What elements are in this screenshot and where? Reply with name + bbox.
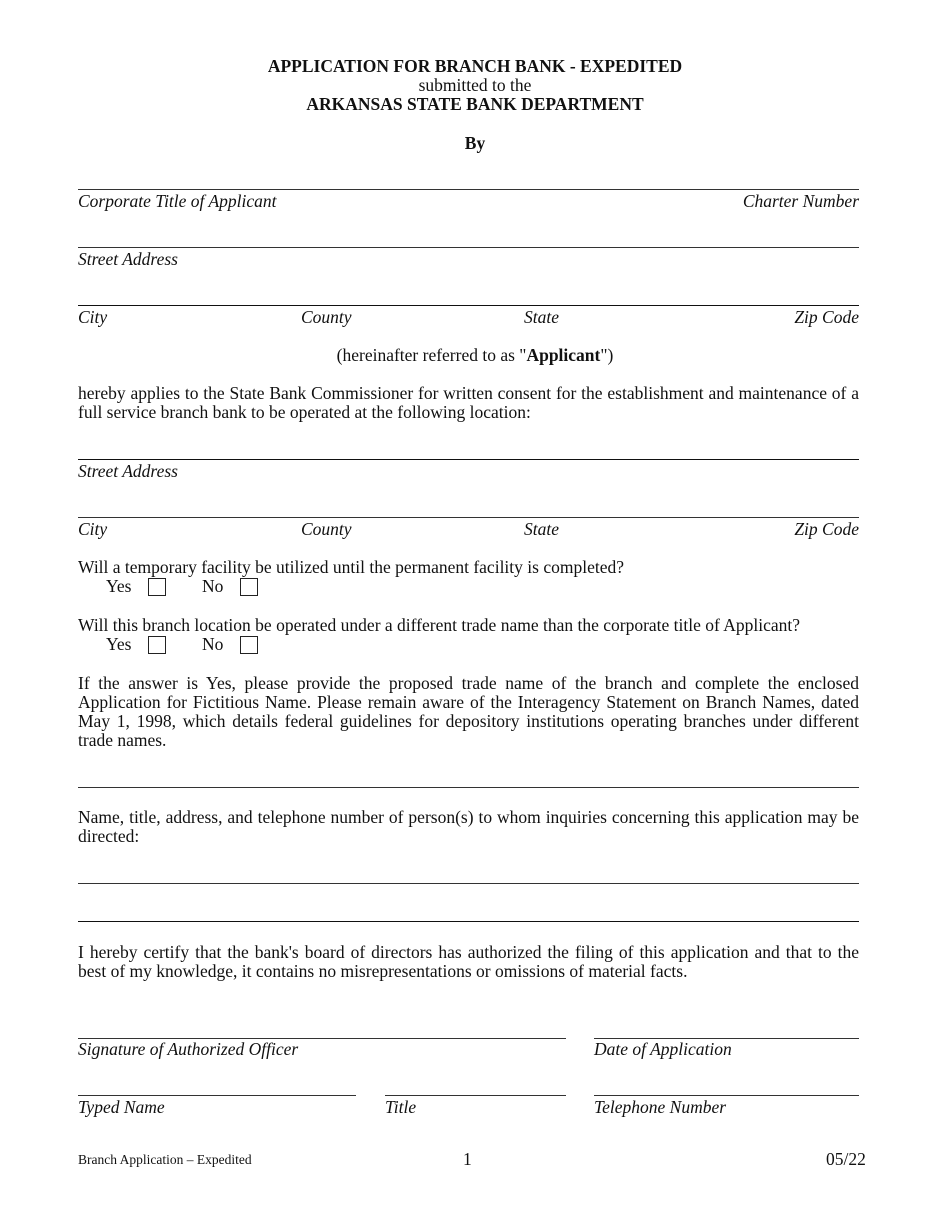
q1-no-label: No xyxy=(202,576,224,596)
trade-name-line xyxy=(78,787,859,788)
q1-yes-label: Yes xyxy=(106,576,132,596)
page-number: 1 xyxy=(463,1149,472,1169)
charter-number-label: Charter Number xyxy=(742,191,859,211)
q1-yes-checkbox[interactable] xyxy=(148,578,166,596)
form-subtitle: submitted to the xyxy=(418,75,532,95)
form-title: APPLICATION FOR BRANCH BANK - EXPEDITED xyxy=(267,56,683,76)
by-label: By xyxy=(464,133,486,153)
signature-field[interactable] xyxy=(78,1011,570,1039)
corporate-title-line xyxy=(78,189,859,190)
telephone-line xyxy=(594,1095,859,1096)
title-line xyxy=(385,1095,566,1096)
q2-no-checkbox[interactable] xyxy=(240,636,258,654)
applicant-street-line xyxy=(78,247,859,248)
typed-name-label: Typed Name xyxy=(78,1097,165,1117)
contact-line-2 xyxy=(78,921,859,922)
branch-city-label: City xyxy=(78,519,108,539)
contact-field-1[interactable] xyxy=(78,856,863,884)
branch-street-label: Street Address xyxy=(78,461,178,481)
trade-name-field[interactable] xyxy=(78,760,863,788)
hereinafter-note: (hereinafter referred to as "Applicant") xyxy=(336,345,614,365)
trade-name-question: Will this branch location be operated under a different trade name than the corporate title of Applicant? xyxy=(78,615,801,635)
typed-name-field[interactable] xyxy=(78,1068,360,1096)
applicant-state-label: State xyxy=(524,307,559,327)
applicant-city-label: City xyxy=(78,307,108,327)
contact-paragraph: Name, title, address, and telephone number of person(s) to whom inquiries concerning this application may be directed: xyxy=(78,807,859,846)
branch-zip-label: Zip Code xyxy=(794,519,859,539)
applicant-city-field[interactable] xyxy=(78,278,863,306)
temporary-facility-question: Will a temporary facility be utilized until the permanent facility is completed? xyxy=(78,557,624,577)
applicant-zip-label: Zip Code xyxy=(794,307,859,327)
typed-name-line xyxy=(78,1095,356,1096)
telephone-field[interactable] xyxy=(594,1068,863,1096)
applicant-county-label: County xyxy=(301,307,352,327)
intro-paragraph: hereby applies to the State Bank Commissioner for written consent for the establishment and maintenance of a full service branch bank to be operated at the following location: xyxy=(78,383,859,422)
q1-no-checkbox[interactable] xyxy=(240,578,258,596)
date-label: Date of Application xyxy=(594,1039,732,1059)
branch-city-field[interactable] xyxy=(78,490,863,518)
corporate-title-label: Corporate Title of Applicant xyxy=(78,191,277,211)
applicant-city-line xyxy=(78,305,859,306)
q2-yes-checkbox[interactable] xyxy=(148,636,166,654)
contact-line-1 xyxy=(78,883,859,884)
form-revision-date: 05/22 xyxy=(826,1149,866,1169)
certification-paragraph: I hereby certify that the bank's board of directors has authorized the filing of this application and that to the best of my knowledge, it contains no misrepresentations or omissions of material facts. xyxy=(78,942,859,981)
branch-street-field[interactable] xyxy=(78,432,863,460)
applicant-street-label: Street Address xyxy=(78,249,178,269)
contact-field-2[interactable] xyxy=(78,894,863,922)
branch-state-label: State xyxy=(524,519,559,539)
department-name: ARKANSAS STATE BANK DEPARTMENT xyxy=(306,94,644,114)
q2-yes-label: Yes xyxy=(106,634,132,654)
branch-county-label: County xyxy=(301,519,352,539)
footer-form-name: Branch Application – Expedited xyxy=(78,1152,252,1167)
title-field[interactable] xyxy=(385,1068,570,1096)
q2-no-label: No xyxy=(202,634,224,654)
corporate-title-field[interactable] xyxy=(78,162,863,190)
branch-street-line xyxy=(78,459,859,460)
signature-label: Signature of Authorized Officer xyxy=(78,1039,299,1059)
date-field[interactable] xyxy=(594,1011,863,1039)
telephone-label: Telephone Number xyxy=(594,1097,727,1117)
trade-name-paragraph: If the answer is Yes, please provide the proposed trade name of the branch and complete the enclosed Application for Fictitious Name. Please remain aware of the Interagency Statement on Branch Names, dated May 1, 1998, which details federal guidelines for depository institutions operating branches under different trade names. xyxy=(78,673,859,750)
branch-city-line xyxy=(78,517,859,518)
applicant-street-field[interactable] xyxy=(78,220,863,248)
title-label: Title xyxy=(385,1097,417,1117)
